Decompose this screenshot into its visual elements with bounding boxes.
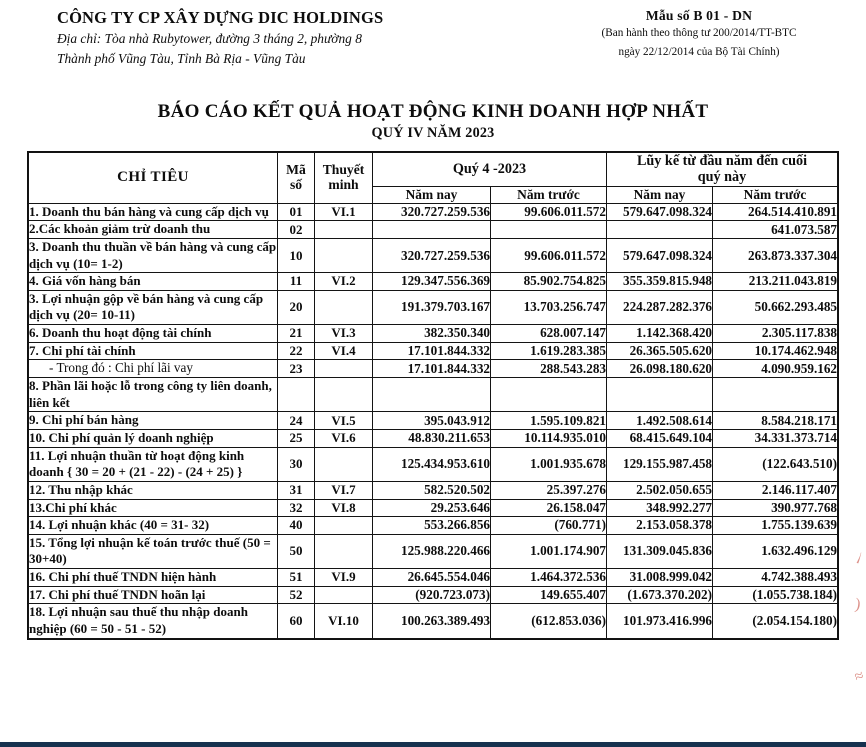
row-label: 7. Chi phí tài chính [29,342,278,360]
row-value-ytd-previous: 34.331.373.714 [713,430,838,448]
table-row [29,290,838,324]
column-header-ytd-previous-year: Năm trước [713,186,838,203]
row-value-quarter-current: 17.101.844.332 [373,360,491,378]
row-value-quarter-current: 382.350.340 [373,325,491,343]
table-row [29,325,838,343]
row-code: 50 [278,534,315,568]
row-value-quarter-current: 395.043.912 [373,412,491,430]
table-row [29,534,838,568]
row-value-ytd-current: 355.359.815.948 [607,273,713,291]
row-label: 15. Tổng lợi nhuận kế toán trước thuế (50 = 30+40) [29,534,278,568]
column-header-code-line-2: số [289,176,303,192]
row-note [315,360,373,378]
table-row [29,273,838,291]
row-note: VI.3 [315,325,373,343]
table-row [29,360,838,378]
row-value-quarter-previous: 288.543.283 [491,360,607,378]
row-value-quarter-previous: 149.655.407 [491,586,607,604]
table-row [29,378,838,412]
table-row [29,221,838,239]
row-note: VI.1 [315,203,373,221]
row-note: VI.9 [315,569,373,587]
row-note [315,290,373,324]
row-label: 4. Giá vốn hàng bán [29,273,278,291]
row-note: VI.5 [315,412,373,430]
column-header-indicator: CHỈ TIÊU [29,153,278,204]
row-label: 18. Lợi nhuận sau thuế thu nhập doanh nghiệp (60 = 50 - 51 - 52) [29,604,278,638]
row-value-ytd-current: 68.415.649.104 [607,430,713,448]
table-row [29,430,838,448]
row-value-ytd-previous: 10.174.462.948 [713,342,838,360]
column-header-note [315,153,373,204]
scan-artifact-mark-1: ৴ [852,549,865,568]
form-designation-block [574,8,824,63]
row-value-quarter-previous: (612.853.036) [491,604,607,638]
row-note [315,378,373,412]
row-value-quarter-previous: 25.397.276 [491,481,607,499]
row-label: 17. Chi phí thuế TNDN hoãn lại [29,586,278,604]
table-row [29,412,838,430]
row-note [315,221,373,239]
row-value-quarter-current: (920.723.073) [373,586,491,604]
row-note [315,517,373,535]
row-label: 14. Lợi nhuận khác (40 = 31- 32) [29,517,278,535]
row-note: VI.6 [315,430,373,448]
column-group-quarter: Quý 4 -2023 [373,153,607,187]
table-body [29,203,838,638]
row-code: 24 [278,412,315,430]
row-value-quarter-current: 191.379.703.167 [373,290,491,324]
row-code: 01 [278,203,315,221]
row-value-quarter-current: 553.266.856 [373,517,491,535]
row-value-quarter-previous: 10.114.935.010 [491,430,607,448]
row-value-ytd-current: (1.673.370.202) [607,586,713,604]
row-code: 51 [278,569,315,587]
row-code [278,378,315,412]
form-number: Mẫu số B 01 - DN [645,8,753,23]
table-row [29,342,838,360]
row-value-ytd-current: 1.142.368.420 [607,325,713,343]
row-note: VI.10 [315,604,373,638]
row-value-quarter-previous: 1.619.283.385 [491,342,607,360]
income-statement-table-container [27,151,839,640]
row-value-ytd-previous: (1.055.738.184) [713,586,838,604]
row-label: 11. Lợi nhuận thuần từ hoạt động kinh doanh { 30 = 20 + (21 - 22) - (24 + 25) } [29,447,278,481]
row-value-quarter-current [373,221,491,239]
row-label: 9. Chi phí bán hàng [29,412,278,430]
row-value-ytd-current: 26.098.180.620 [607,360,713,378]
row-value-ytd-current: 131.309.045.836 [607,534,713,568]
row-value-quarter-current: 129.347.556.369 [373,273,491,291]
row-value-quarter-current: 125.988.220.466 [373,534,491,568]
column-header-note-line-1: Thuyết [322,162,365,178]
row-label: 1. Doanh thu bán hàng và cung cấp dịch vụ [29,203,278,221]
row-value-quarter-previous [491,378,607,412]
income-statement-table [28,152,838,639]
row-value-quarter-previous: 1.464.372.536 [491,569,607,587]
row-note [315,447,373,481]
row-value-ytd-previous: 4.090.959.162 [713,360,838,378]
table-header [29,153,838,204]
document-header [0,0,866,85]
row-value-ytd-previous: (2.054.154.180) [713,604,838,638]
row-code: 21 [278,325,315,343]
company-address-line-1: Địa chỉ: Tòa nhà Rubytower, đường 3 tháng 2, phường 8 [57,30,362,46]
row-value-ytd-current [607,221,713,239]
row-label: 2.Các khoản giảm trừ doanh thu [29,221,278,239]
row-label: 6. Doanh thu hoạt động tài chính [29,325,278,343]
row-value-ytd-current: 101.973.416.996 [607,604,713,638]
row-value-quarter-current: 582.520.502 [373,481,491,499]
row-note [315,238,373,272]
row-label: 13.Chi phí khác [29,499,278,517]
row-code: 20 [278,290,315,324]
row-value-ytd-previous: 4.742.388.493 [713,569,838,587]
row-value-quarter-current: 320.727.259.536 [373,238,491,272]
row-note: VI.8 [315,499,373,517]
scan-artifact-mark-3: ≈ [852,667,866,687]
row-value-quarter-previous: 1.595.109.821 [491,412,607,430]
table-row [29,517,838,535]
row-code: 52 [278,586,315,604]
column-header-quarter-previous-year: Năm trước [491,186,607,203]
row-value-ytd-previous: 50.662.293.485 [713,290,838,324]
row-value-quarter-current: 26.645.554.046 [373,569,491,587]
row-value-quarter-current: 17.101.844.332 [373,342,491,360]
row-code: 10 [278,238,315,272]
row-label: 8. Phần lãi hoặc lỗ trong công ty liên doanh, liên kết [29,378,278,412]
column-header-code-line-1: Mã [286,162,306,178]
row-value-quarter-previous: 85.902.754.825 [491,273,607,291]
row-value-ytd-current: 31.008.999.042 [607,569,713,587]
row-value-quarter-previous: 99.606.011.572 [491,238,607,272]
row-value-quarter-previous: 99.606.011.572 [491,203,607,221]
company-info-block [57,9,557,68]
row-note: VI.2 [315,273,373,291]
column-group-ytd-line-2: quý này [697,169,747,186]
row-code: 25 [278,430,315,448]
row-value-ytd-current: 579.647.098.324 [607,238,713,272]
form-circular-line-2: ngày 22/12/2014 của Bộ Tài Chính) [618,46,780,59]
table-row [29,447,838,481]
column-header-ytd-current-year: Năm nay [607,186,713,203]
row-value-quarter-previous: 13.703.256.747 [491,290,607,324]
report-title: BÁO CÁO KẾT QUẢ HOẠT ĐỘNG KINH DOANH HỢP NHẤT [157,101,709,122]
row-label: 3. Lợi nhuận gộp về bán hàng và cung cấp dịch vụ (20= 10-11) [29,290,278,324]
row-code: 22 [278,342,315,360]
table-row [29,569,838,587]
table-row [29,238,838,272]
row-value-quarter-previous: 26.158.047 [491,499,607,517]
scan-artifact-mark-2: ) [853,595,862,614]
column-header-quarter-current-year: Năm nay [373,186,491,203]
column-group-ytd [607,153,838,187]
row-value-quarter-current: 48.830.211.653 [373,430,491,448]
row-label: 16. Chi phí thuế TNDN hiện hành [29,569,278,587]
row-value-ytd-previous [713,378,838,412]
table-row [29,586,838,604]
row-label: 10. Chi phí quản lý doanh nghiệp [29,430,278,448]
row-value-ytd-current: 579.647.098.324 [607,203,713,221]
row-value-ytd-previous: 1.755.139.639 [713,517,838,535]
row-value-quarter-current: 320.727.259.536 [373,203,491,221]
row-code: 30 [278,447,315,481]
row-note: VI.4 [315,342,373,360]
row-value-quarter-previous: 1.001.174.907 [491,534,607,568]
row-label: 12. Thu nhập khác [29,481,278,499]
table-row [29,203,838,221]
row-value-ytd-current: 348.992.277 [607,499,713,517]
row-value-ytd-previous: 1.632.496.129 [713,534,838,568]
row-value-ytd-previous: 8.584.218.171 [713,412,838,430]
row-value-ytd-current [607,378,713,412]
row-code: 23 [278,360,315,378]
row-note [315,534,373,568]
row-value-ytd-current: 26.365.505.620 [607,342,713,360]
column-header-code [278,153,315,204]
company-address-line-2: Thành phố Vũng Tàu, Tỉnh Bà Rịa - Vũng Tàu [57,51,306,66]
row-code: 02 [278,221,315,239]
row-label: - Trong đó : Chi phí lãi vay [29,360,278,378]
row-value-quarter-current: 29.253.646 [373,499,491,517]
row-note: VI.7 [315,481,373,499]
row-value-quarter-current: 125.434.953.610 [373,447,491,481]
row-value-ytd-current: 2.153.058.378 [607,517,713,535]
row-code: 32 [278,499,315,517]
row-value-ytd-current: 129.155.987.458 [607,447,713,481]
row-value-ytd-current: 224.287.282.376 [607,290,713,324]
company-name: CÔNG TY CP XÂY DỰNG DIC HOLDINGS [57,8,384,27]
row-code: 31 [278,481,315,499]
row-note [315,586,373,604]
row-value-ytd-current: 1.492.508.614 [607,412,713,430]
row-value-ytd-previous: 641.073.587 [713,221,838,239]
row-value-quarter-previous: 628.007.147 [491,325,607,343]
row-value-ytd-previous: 213.211.043.819 [713,273,838,291]
row-value-ytd-previous: 2.146.117.407 [713,481,838,499]
row-code: 11 [278,273,315,291]
report-period: QUÝ IV NĂM 2023 [371,125,495,141]
table-row [29,604,838,638]
column-group-ytd-line-1: Lũy kế từ đầu năm đến cuối [636,153,808,169]
row-value-quarter-previous [491,221,607,239]
row-value-quarter-previous: (760.771) [491,517,607,535]
row-value-quarter-current: 100.263.389.493 [373,604,491,638]
column-header-note-line-2: minh [328,176,359,192]
row-value-ytd-previous: 263.873.337.304 [713,238,838,272]
row-value-ytd-current: 2.502.050.655 [607,481,713,499]
page-bottom-edge [0,742,866,747]
table-row [29,481,838,499]
row-code: 40 [278,517,315,535]
row-value-quarter-previous: 1.001.935.678 [491,447,607,481]
row-value-ytd-previous: 390.977.768 [713,499,838,517]
row-value-quarter-current [373,378,491,412]
table-row [29,499,838,517]
row-value-ytd-previous: 264.514.410.891 [713,203,838,221]
row-value-ytd-previous: 2.305.117.838 [713,325,838,343]
table-header-row-1 [29,153,838,187]
row-label: 3. Doanh thu thuần về bán hàng và cung cấp dịch vụ (10= 1-2) [29,238,278,272]
row-code: 60 [278,604,315,638]
row-value-ytd-previous: (122.643.510) [713,447,838,481]
form-circular-line-1: (Ban hành theo thông tư 200/2014/TT-BTC [601,27,797,39]
